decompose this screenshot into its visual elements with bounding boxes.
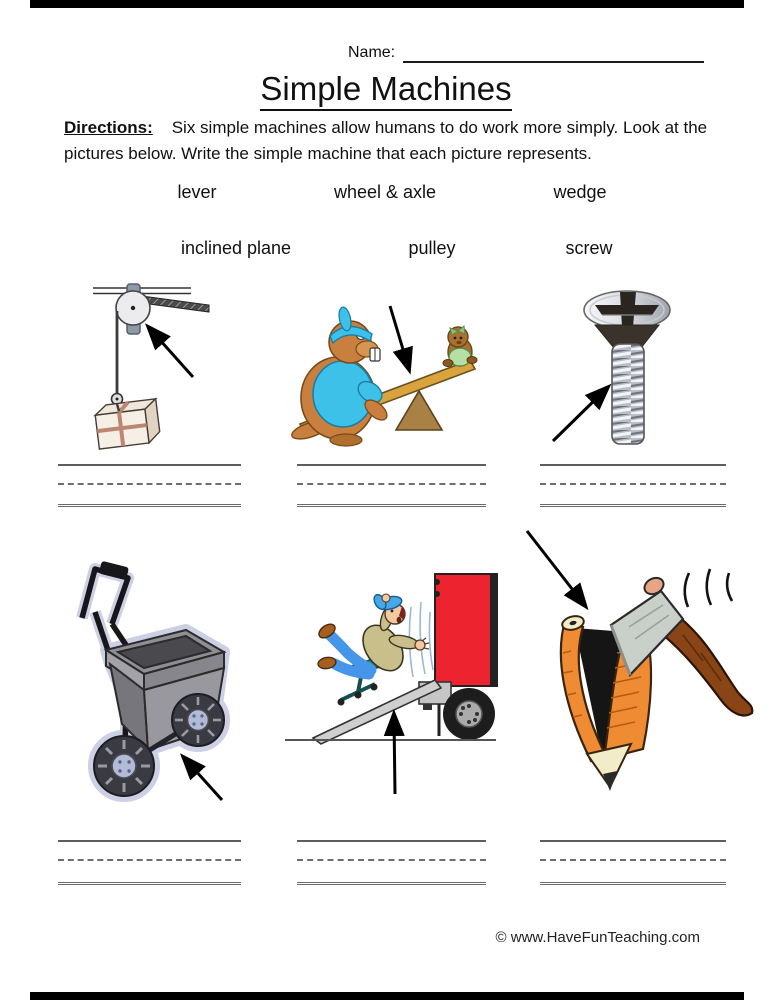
screw-figure xyxy=(535,278,720,454)
word-bank-wedge: wedge xyxy=(553,182,607,202)
wheel-axle-cart-figure xyxy=(48,552,233,804)
arrow-icon xyxy=(390,306,408,366)
answer-blank-pulley[interactable] xyxy=(58,464,241,508)
arrow-icon xyxy=(186,760,222,800)
ramp xyxy=(313,680,441,744)
page-bottom-border xyxy=(30,992,744,1000)
directions-body: Six simple machines allow humans to do work more simply. Look at the pictures below. Write the simple machine that each picture represents. xyxy=(64,118,708,163)
copyright-footer: © www.HaveFunTeaching.com xyxy=(495,929,700,946)
arrow-icon xyxy=(527,531,583,603)
left-wheel xyxy=(94,736,154,796)
word-bank-lever: lever xyxy=(177,182,217,202)
word-bank-screw: screw xyxy=(565,238,613,258)
fulcrum xyxy=(396,391,442,430)
name-label: Name: xyxy=(348,44,396,61)
big-beaver xyxy=(290,306,391,446)
mouth xyxy=(397,617,402,623)
right-wheel xyxy=(172,694,224,746)
hand-on-cap xyxy=(382,594,390,602)
page-title: Simple Machines xyxy=(0,70,772,111)
hand xyxy=(415,640,425,650)
answer-blank-wedge[interactable] xyxy=(540,840,726,886)
inclined-plane-figure xyxy=(283,552,498,800)
small-beaver xyxy=(443,326,477,367)
page-top-border xyxy=(30,0,744,8)
name-blank-line[interactable] xyxy=(403,61,704,63)
answer-blank-wheel-axle[interactable] xyxy=(58,840,241,886)
answer-blank-screw[interactable] xyxy=(540,464,726,508)
lever-seesaw-figure xyxy=(288,290,488,450)
answer-blank-lever[interactable] xyxy=(297,464,486,508)
directions-label: Directions: xyxy=(64,118,153,137)
word-bank-wheel-axle: wheel & axle xyxy=(333,182,437,202)
falling-man xyxy=(316,593,429,679)
screw-shaft xyxy=(612,344,644,444)
answer-blank-inclined-plane[interactable] xyxy=(297,840,486,886)
directions-text xyxy=(64,115,716,167)
pulley-figure xyxy=(85,278,215,454)
wedge-axe-figure xyxy=(513,523,763,795)
word-bank-pulley: pulley xyxy=(408,238,456,258)
arrow-icon xyxy=(553,390,605,441)
arrow-icon xyxy=(151,330,193,377)
word-bank-inclined-plane: inclined plane xyxy=(180,238,292,258)
box-load xyxy=(94,399,161,449)
arrow-icon xyxy=(394,718,395,794)
impact-motion-lines xyxy=(685,569,732,607)
